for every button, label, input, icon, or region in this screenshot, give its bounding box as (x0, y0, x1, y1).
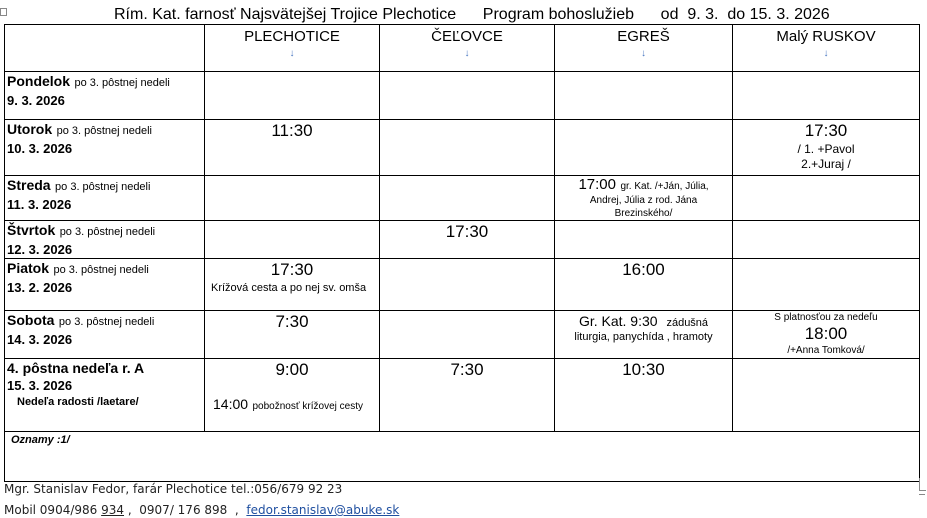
table-row (5, 259, 920, 311)
announcements-label: Oznamy :1/ (11, 434, 70, 446)
day-cell-stvrtok: Štvrtok po 3. pôstnej nedeli 12. 3. 2026 (5, 221, 205, 259)
column-header-maly-ruskov: Malý RUSKOV ↓ (733, 25, 920, 72)
mass-time: Gr. Kat. 9:30 (578, 313, 658, 329)
mass-time: 17:30 (445, 222, 489, 241)
mass-intention: Brezinského/ (614, 208, 673, 219)
mass-time: 17:00 (578, 176, 616, 193)
mass-note: pobožnosť krížovej cesty (252, 401, 363, 412)
mass-note: liturgia, panychída , hramoty (574, 331, 713, 343)
mass-intention: 2.+Juraj / (801, 157, 851, 171)
announcements-cell (5, 432, 920, 482)
table-anchor-mark (0, 8, 7, 16)
column-header-celovce: ČEĽOVCE ↓ (380, 25, 555, 72)
mass-time: 11:30 (271, 121, 313, 140)
mass-intention: Andrej, Júlia z rod. Jána (589, 195, 698, 206)
table-end-mark (919, 478, 926, 491)
mass-time: 7:30 (275, 312, 309, 331)
down-arrow-icon: ↓ (464, 48, 470, 59)
mass-note: Krížová cesta a po nej sv. omša (211, 282, 367, 294)
mass-intention: gr. Kat. /+Ján, Júlia, (620, 181, 709, 192)
day-cell-nedela: 4. pôstna nedeľa r. A 15. 3. 2026 Nedeľa radosti /laetare/ (5, 359, 205, 432)
mass-time: 14:00 (213, 396, 249, 412)
table-row (5, 72, 920, 120)
schedule-table (4, 24, 920, 482)
footer-mobile: Mobil 0904/986 934 , 0907/ 176 898 , fedor.stanislav@abuke.sk (4, 503, 400, 517)
table-row (5, 176, 920, 221)
day-cell-piatok: Piatok po 3. pôstnej nedeli 13. 2. 2026 (5, 259, 205, 311)
column-header-plechotice: PLECHOTICE ↓ (205, 25, 380, 72)
table-row (5, 221, 920, 259)
email-link[interactable]: fedor.stanislav@abuke.sk (246, 503, 400, 517)
day-cell-sobota: Sobota po 3. pôstnej nedeli 14. 3. 2026 (5, 311, 205, 359)
mass-note: zádušná (666, 317, 709, 329)
day-cell-pondelok: Pondelok po 3. pôstnej nedeli 9. 3. 2026 (5, 72, 205, 120)
mass-time: 17:30 (804, 121, 848, 140)
table-row (5, 359, 920, 432)
footer-contact: Mgr. Stanislav Fedor, farár Plechotice tel.:056/679 92 23 (4, 482, 343, 496)
mass-time: 10:30 (622, 360, 665, 379)
mass-time: 9:00 (275, 360, 309, 379)
mass-time: 7:30 (450, 360, 484, 379)
down-arrow-icon: ↓ (289, 48, 295, 59)
page-title: Rím. Kat. farnosť Najsvätejšej Trojice Plechotice Program bohoslužieb od 9. 3. do 15. 3. 2026 (114, 6, 830, 23)
table-row (5, 432, 920, 482)
table-end-mark (919, 494, 925, 495)
down-arrow-icon: ↓ (641, 48, 646, 59)
day-cell-streda: Streda po 3. pôstnej nedeli 11. 3. 2026 (5, 176, 205, 221)
down-arrow-icon: ↓ (823, 48, 829, 59)
mass-intention: /+Anna Tomková/ (787, 345, 865, 356)
header-empty-cell (5, 25, 205, 72)
table-row (5, 311, 920, 359)
mass-note: S platnosťou za nedeľu (774, 312, 878, 323)
mass-time: 17:30 (270, 260, 314, 279)
mass-intention: / 1. +Pavol (797, 142, 855, 156)
mass-time: 16:00 (622, 260, 665, 279)
column-header-egres: EGREŠ ↓ (555, 25, 733, 72)
mass-time: 18:00 (804, 324, 848, 343)
table-row (5, 120, 920, 176)
header-row (5, 25, 920, 72)
day-cell-utorok: Utorok po 3. pôstnej nedeli 10. 3. 2026 (5, 120, 205, 176)
